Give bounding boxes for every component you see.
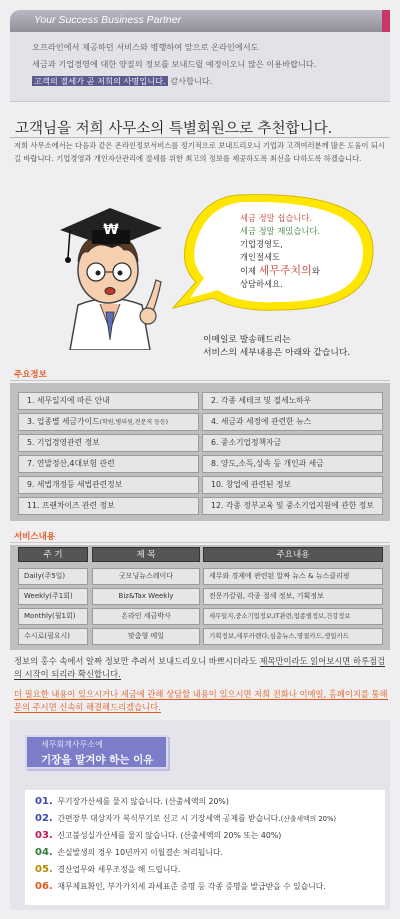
svg-text:₩: ₩ [103, 222, 119, 238]
reasons-title-small: 세무회계사무소에 [41, 740, 103, 749]
contact-notice-text: 더 필요한 내용이 있으시거나 세금에 관해 상담할 내용이 있으시면 저희 전화나 이메일, 홈페이지를 통해 문의 주시면 신속히 해결해드리겠습니다. [14, 689, 388, 712]
services-table [10, 545, 390, 650]
services-cell: Monthly(월1회) [18, 608, 88, 625]
services-header-title: 제 목 [92, 547, 200, 562]
email-note-line-2: 서비스의 세부내용은 아래와 같습니다. [203, 348, 351, 358]
services-header-content: 주요내용 [203, 547, 383, 562]
header-accent [382, 10, 390, 32]
info-item: 10. 창업에 관련된 정보 [202, 476, 383, 494]
intro-highlight: 고객의 절세가 곧 저희의 사명입니다. [34, 76, 166, 86]
info-item: 4. 세금과 세정에 관련한 뉴스 [202, 413, 383, 431]
reason-item [35, 830, 281, 841]
bubble-line-2: 세금 정말 재밌습니다. [240, 226, 321, 236]
info-item: 2. 각종 세테크 및 절세노하우 [202, 392, 383, 410]
reason-number: 03. [35, 830, 53, 841]
header-title: Your Success Business Partner [34, 14, 182, 26]
reason-text: 무기장가산세를 물지 않습니다. (산출세액의 20%) [57, 797, 229, 806]
reason-text: 신고불성실가산세를 물지 않습니다. (산출세액의 20% 또는 40%) [57, 831, 282, 840]
reason-item [35, 864, 180, 875]
reason-text: 손실발생의 경우 10년까지 이월결손 처리됩니다. [57, 848, 223, 857]
cartoon-tax-doctor-illustration [40, 200, 180, 350]
services-header-cycle: 주 기 [18, 547, 88, 562]
email-note [203, 334, 350, 360]
bubble-line-5-em: 세무주치의 [258, 264, 312, 277]
bubble-line-5-pre: 이제 [240, 266, 259, 276]
info-item-3-label: 3. 업종별 세금가이드 [27, 417, 100, 426]
notice-underlined-text: 제목만이라도 읽어보시면 하루점검의 시작이 되리라 확신합니다. [14, 656, 386, 679]
services-cell: 굿모닝뉴스레이다 [92, 568, 200, 585]
services-cell: 온라인 세금박사 [92, 608, 200, 625]
intro-line-1: 오프라인에서 제공하던 서비스와 병행하여 앞으로 온라인에서도 [32, 42, 259, 52]
page-title: 고객님을 저희 사무소의 특별회원으로 추천합니다. [15, 121, 333, 137]
notice-paragraph [14, 655, 390, 680]
info-item-3-note: (학원,병의원,전문직 등등) [99, 419, 169, 426]
services-cell: 전문가칼럼, 각종 절세 정보, 기획정보 [203, 588, 383, 605]
info-item: 1. 세무일지에 따른 안내 [18, 392, 199, 410]
reasons-title-box [25, 735, 168, 769]
reason-item [35, 847, 223, 858]
services-cell: 세무와 경제에 관련된 알짜 뉴스 & 뉴스클리핑 [203, 568, 383, 585]
reason-number: 04. [35, 847, 53, 858]
reason-item [35, 796, 229, 807]
bubble-line-1: 세금 정말 쉽습니다. [240, 213, 313, 223]
services-cell: Weekly(주1회) [18, 588, 88, 605]
info-panel [10, 383, 390, 521]
services-cell: Biz&Tax Weekly [92, 588, 200, 605]
intro-thanks: 감사합니다. [170, 76, 213, 86]
services-cell: 수시로(필요시) [18, 628, 88, 645]
reason-number: 01. [35, 796, 53, 807]
reason-number: 02. [35, 813, 53, 824]
services-cell: 맞춤형 메일 [92, 628, 200, 645]
reason-number: 05. [35, 864, 53, 875]
info-item: 7. 연말정산,4대보험 관련 [18, 455, 199, 473]
services-cell: 세무일지,중소기업정보,IT관련,업종별정보,건강정보 [203, 608, 383, 625]
reason-item [35, 881, 326, 892]
bubble-line-4: 개인절세도 [240, 252, 281, 262]
reason-text: 재무제표확인, 부가가치세 과세표준 증명 등 각종 증명을 발급받을 수 있습니다. [57, 882, 326, 891]
intro-line-3 [32, 76, 212, 87]
bubble-line-5 [240, 264, 320, 278]
reason-note: (산출세액의 20%) [280, 815, 337, 823]
intro-box [10, 32, 390, 102]
info-item-3 [18, 413, 199, 431]
bubble-line-3: 기업경영도, [240, 239, 283, 249]
info-section-divider [10, 380, 390, 381]
bubble-line-6: 상담하세요. [240, 279, 283, 289]
info-item: 5. 기업경영관련 정보 [18, 434, 199, 452]
main-description: 저희 사무소에서는 다음과 같은 온라인정보서비스를 정기적으로 보내드리오니 기업과 고객여러분께 많은 도움이 되시길 바랍니다. 기업경영과 개인자산관리에 절세를 위한 최고의 정보를 제공하도록 최선을 다하도록 하겠습니다. [14, 141, 385, 163]
services-cell: 기획정보,세무카렌다,심층뉴스,명절카드,생일카드 [203, 628, 383, 645]
header-bar [10, 10, 390, 32]
intro-line-2: 세금과 기업경영에 대한 양질의 정보를 보내드릴 예정이오니 많은 이용바랍니다. [32, 59, 317, 69]
notice-text: 정보의 홍수 속에서 알짜 정보만 추려서 보내드리오니 바쁘시더라도 [14, 656, 260, 666]
info-item: 12. 각종 정부교육 및 중소기업지원에 관한 정보 [202, 497, 383, 515]
contact-notice [14, 688, 390, 713]
bubble-line-5-post: 와 [311, 266, 320, 276]
info-item: 9. 세법개정등 세법관련정보 [18, 476, 199, 494]
info-item: 11. 프랜차이즈 관련 정보 [18, 497, 199, 515]
bubble-text [240, 212, 320, 291]
heading-divider [10, 137, 390, 138]
info-item: 8. 양도,소득,상속 등 개인과 세금 [202, 455, 383, 473]
info-item: 6. 중소기업정책자금 [202, 434, 383, 452]
services-section-divider [10, 542, 390, 543]
reasons-title: 기장을 맡겨야 하는 이유 [41, 754, 154, 766]
services-section-label: 서비스내용 [14, 532, 56, 542]
reason-text: 결산업무와 세무조정을 해 드립니다. [57, 865, 181, 874]
services-cell: Daily(주5일) [18, 568, 88, 585]
reason-number: 06. [35, 881, 53, 892]
reason-text: 간편장부 대상자가 복식부기로 신고 시 기장세액 공제를 받습니다. [57, 814, 281, 823]
email-note-line-1: 이메일로 발송해드리는 [203, 335, 291, 345]
reason-item [35, 813, 336, 824]
info-section-label: 주요정보 [14, 370, 47, 380]
